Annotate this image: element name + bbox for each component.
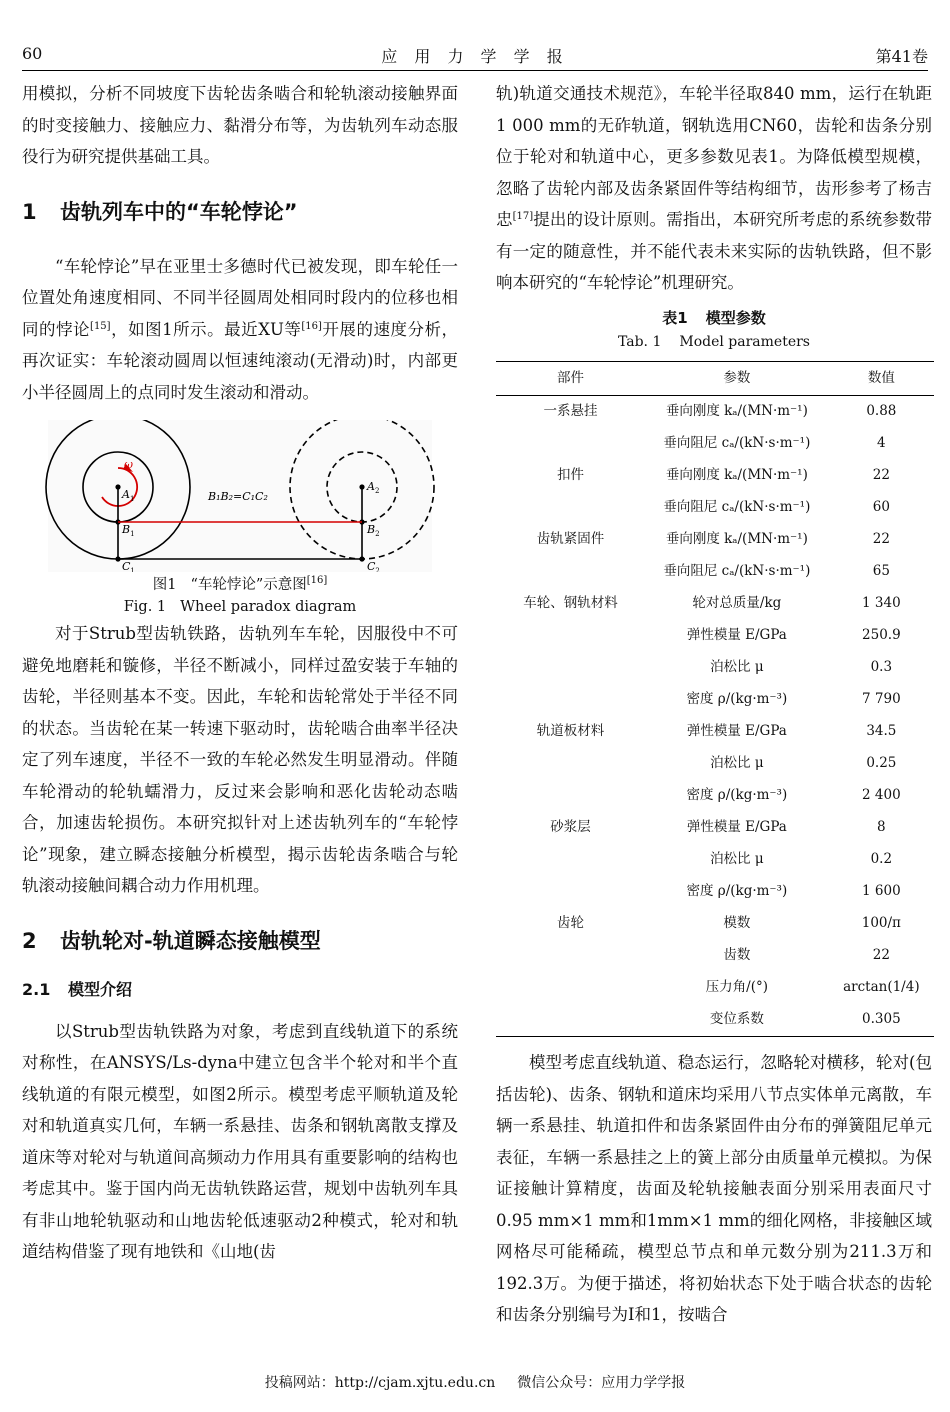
table-row: [496, 588, 934, 620]
table-row: [496, 428, 934, 460]
volume-label: 第41卷: [875, 47, 928, 66]
table-row: [496, 876, 934, 908]
wheel-paradox-diagram: [22, 420, 458, 572]
table-row: [496, 1004, 934, 1037]
table-cell: 弹性模量 E/GPa: [686, 723, 787, 740]
omega-label: ω: [124, 458, 133, 471]
table-1-caption-en: [496, 331, 932, 353]
wechat-account: 微信公众号：应用力学学报: [517, 1375, 686, 1391]
label-a2: $A_2$: [367, 480, 380, 495]
table-cell: 1 340: [862, 595, 901, 612]
caption-text: Wheel paradox diagram: [180, 599, 357, 615]
table-cell: 密度 ρ/(kg·m⁻³): [686, 883, 788, 900]
citation: [16]: [306, 575, 328, 586]
table-cell: [496, 652, 645, 684]
label-a1: $A_1$: [122, 488, 135, 503]
table-cell: 4: [877, 435, 886, 452]
table-cell: 弹性模量 E/GPa: [686, 627, 787, 644]
table-cell: 弹性模量 E/GPa: [686, 819, 787, 836]
table-cell: [496, 556, 645, 588]
table-cell: 2 400: [862, 787, 901, 804]
table-row: [496, 524, 934, 556]
table-cell: 泊松比 μ: [710, 851, 764, 868]
caption-label: 表1: [662, 308, 688, 327]
caption-label: Tab. 1: [617, 333, 662, 350]
table-cell: [496, 748, 645, 780]
table-cell: 60: [872, 499, 890, 516]
subsection-2-1-heading: [22, 976, 458, 1004]
submission-site: 投稿网站：http://cjam.xjtu.edu.cn: [264, 1375, 496, 1391]
table-row: [496, 460, 934, 492]
subsection-2-1-paragraph-1: 以Strub型齿轨铁路为对象，考虑到直线轨道下的系统对称性，在ANSYS/Ls-dyna中建立包含半个轮对和半个直线轨道的有限元模型，如图2所示。模型考虑平顺轨道及轮对和轨道真实几何，车辆一系悬挂、齿条和钢轨离散支撑及道床等对轮对与轨道间高频动力作用具有重要影响的结构也考虑其中。鉴于国内尚无齿轨铁路运营，规划中齿轨列车具有非山地轮轨驱动和山地齿轮低速驱动2种模式，轮对和轨道结构借鉴了现有地铁和《山地(齿: [22, 1021, 458, 1261]
table-row: [496, 716, 934, 748]
table-cell: [496, 620, 645, 652]
section-number: 2: [22, 928, 37, 953]
table-cell: 轨道板材料: [536, 723, 605, 740]
table-row: [496, 396, 934, 429]
table-cell: 0.88: [866, 403, 897, 420]
table-cell: 22: [872, 467, 890, 484]
caption-text: 模型参数: [705, 308, 766, 327]
journal-title: 应 用 力 学 学 报: [381, 47, 569, 66]
table-cell: 垂向阻尼 cₐ/(kN·s·m⁻¹): [663, 563, 811, 580]
table-cell: 密度 ρ/(kg·m⁻³): [686, 691, 788, 708]
table-cell: [496, 1004, 645, 1037]
table-row: [496, 684, 934, 716]
table-cell: 砂浆层: [550, 819, 591, 836]
table-cell: [496, 492, 645, 524]
text-run: 提出的设计原则。需指出，本研究所考虑的系统参数带有一定的随意性，并不能代表未来实际的齿轨铁路，但不影响本研究的“车轮悖论”机理研究。: [496, 210, 933, 292]
section-2-heading: [22, 926, 458, 956]
label-c2: $C_2$: [367, 560, 380, 572]
table-cell: 轮对总质量/kg: [692, 595, 782, 612]
table-row: [496, 844, 934, 876]
table-cell: 齿轨紧固件: [536, 531, 605, 548]
table-cell: 22: [872, 531, 890, 548]
section-1-paragraph-2: 对于Strub型齿轨铁路，齿轨列车车轮，因服役中不可避免地磨耗和镟修，半径不断减小，同样过盈安装于车轴的齿轮，半径则基本不变。因此，车轮和齿轮常处于半径不同的状态。当齿轮在某一转速下驱动时，齿轮啮合曲率半径决定了列车速度，半径不一致的车轮必然发生明显滑动。伴随车轮滑动的轮轨蠕滑力，反过来会影响和恶化齿轮动态啮合，加速齿轮损伤。本研究拟针对上述齿轨列车的“车轮悖论”现象，建立瞬态接触分析模型，揭示齿轮齿条啮合与轮轨滚动接触间耦合动力作用机理。: [22, 624, 458, 895]
table-row: [496, 908, 934, 940]
table-cell: 一系悬挂: [543, 403, 598, 420]
path-equality-label: B₁B₂=C₁C₂: [208, 490, 268, 503]
table-cell: 车轮、钢轨材料: [523, 595, 618, 612]
table-cell: [496, 684, 645, 716]
section-1-heading: [22, 197, 458, 227]
table-cell: 0.305: [829, 1004, 934, 1037]
intro-tail-paragraph: 用模拟，分析不同坡度下齿轮齿条啮合和轮轨滚动接触界面的时变接触力、接触应力、黏滑分布等，为齿轨列车动态服役行为研究提供基础工具。: [22, 84, 458, 166]
table-row: [496, 972, 934, 1004]
table-header-row: [496, 361, 934, 396]
subsection-number: 2.1: [22, 979, 51, 999]
table-header-cell: 参数: [645, 361, 829, 396]
table-cell: 8: [877, 819, 886, 836]
label-b2: $B_2$: [367, 523, 380, 538]
header-rule: [22, 70, 928, 71]
caption-label: Fig. 1: [123, 599, 167, 615]
caption-text: “车轮悖论”示意图: [190, 577, 307, 593]
caption-text: Model parameters: [679, 333, 810, 350]
table-row: [496, 940, 934, 972]
caption-label: 图1: [152, 577, 177, 593]
table-row: [496, 812, 934, 844]
table-cell: 变位系数: [645, 1004, 829, 1037]
table-cell: [496, 780, 645, 812]
text-run: 轨)轨道交通技术规范》，车轮半径取840 mm，运行在轨距1 000 mm的无砟轨道，钢轨选用CN60，齿轮和齿条分别位于轮对和轨道中心，更多参数见表1。为降低模型规模，忽略了齿轮内部及齿条紧固件等结构细节，齿形参考了杨吉忠: [496, 84, 932, 229]
table-cell: 7 790: [862, 691, 901, 708]
table-cell: 垂向刚度 kₐ/(MN·m⁻¹): [665, 403, 808, 420]
table-cell: arctan(1/4): [843, 979, 920, 996]
right-paragraph-1: [496, 78, 932, 299]
table-header-cell: 数值: [829, 361, 934, 396]
table-cell: [496, 428, 645, 460]
right-paragraph-2: 模型考虑直线轨道、稳态运行，忽略轮对横移，轮对(包括齿轮)、齿条、钢轨和道床均采用八节点实体单元离散，车辆一系悬挂、轨道扣件和齿条紧固件由分布的弹簧阻尼单元表征，车辆一系悬挂之上的簧上部分由质量单元模拟。为保证接触计算精度，齿面及轮轨接触表面分别采用表面尺寸0.95 mm×1 mm和1mm×1 mm的细化网格，非接触区域网格尽可能稀疏，模型总节点和单元数分别为211.3万和192.3万。为便于描述，将初始状态下处于啮合状态的齿轮和齿条分别编号为Ⅰ和1，按啮合: [496, 1053, 932, 1324]
table-cell: 100/π: [861, 915, 901, 932]
table-cell: 密度 ρ/(kg·m⁻³): [686, 787, 788, 804]
table-cell: 模数: [723, 915, 751, 932]
table-cell: 0.25: [866, 755, 897, 772]
table-cell: 垂向刚度 kₐ/(MN·m⁻¹): [665, 467, 808, 484]
table-header-cell: 部件: [496, 361, 645, 396]
citation: [17]: [512, 211, 534, 222]
table-cell: 1 600: [862, 883, 901, 900]
table-cell: 压力角/(°): [705, 979, 769, 996]
table-cell: 0.3: [870, 659, 893, 676]
figure-1-caption-en: [22, 596, 458, 618]
figure-1: [22, 420, 458, 572]
citation: [16]: [301, 320, 322, 332]
text-run: ，如图1所示。最近XU等: [110, 319, 302, 339]
table-cell: 22: [872, 947, 890, 964]
label-c1: $C_1$: [122, 560, 135, 572]
table-cell: [496, 972, 645, 1004]
table-cell: [496, 876, 645, 908]
table-cell: 65: [872, 563, 890, 580]
model-parameters-table: [496, 361, 934, 1038]
table-cell: [496, 940, 645, 972]
section-number: 1: [22, 199, 37, 224]
right-column: [496, 78, 932, 1331]
text-run: “车轮悖论”早在亚里士多德时代已被发现，即车轮任一位置处角速度相同、不同半径圆周处相同时段内的位移也相同的悖论: [22, 256, 458, 339]
table-cell: 34.5: [866, 723, 897, 740]
table-row: [496, 748, 934, 780]
citation: [15]: [90, 320, 111, 332]
section-title: 齿轨列车中的“车轮悖论”: [60, 199, 298, 224]
table-cell: 垂向阻尼 cₐ/(kN·s·m⁻¹): [663, 435, 811, 452]
table-cell: [496, 844, 645, 876]
text-run: 开展的速度分析，再次证实：车轮滚动圆周以恒速纯滚动(无滑动)时，内部更小半径圆周上的点同时发生滚动和滑动。: [22, 319, 458, 402]
table-cell: 齿数: [723, 947, 751, 964]
subsection-title: 模型介绍: [68, 979, 133, 999]
left-column: [22, 78, 458, 1268]
table-1-caption-cn: [496, 305, 932, 331]
table-cell: 泊松比 μ: [710, 755, 764, 772]
table-cell: 泊松比 μ: [710, 659, 764, 676]
table-cell: 扣件: [557, 467, 584, 484]
page-header: [22, 44, 928, 70]
table-cell: 垂向刚度 kₐ/(MN·m⁻¹): [665, 531, 808, 548]
table-row: [496, 780, 934, 812]
table-row: [496, 492, 934, 524]
table-cell: 齿轮: [557, 915, 584, 932]
table-cell: 0.2: [870, 851, 893, 868]
figure-1-caption-cn: [22, 574, 458, 596]
table-row: [496, 652, 934, 684]
section-title: 齿轨轮对-轨道瞬态接触模型: [60, 928, 321, 953]
table-cell: 垂向阻尼 cₐ/(kN·s·m⁻¹): [663, 499, 811, 516]
section-1-paragraph-1: [22, 251, 458, 409]
table-row: [496, 620, 934, 652]
table-row: [496, 556, 934, 588]
label-b1: $B_1$: [122, 523, 135, 538]
page-footer: [0, 1372, 950, 1392]
page-number: 60: [22, 44, 43, 63]
table-cell: 250.9: [862, 627, 901, 644]
